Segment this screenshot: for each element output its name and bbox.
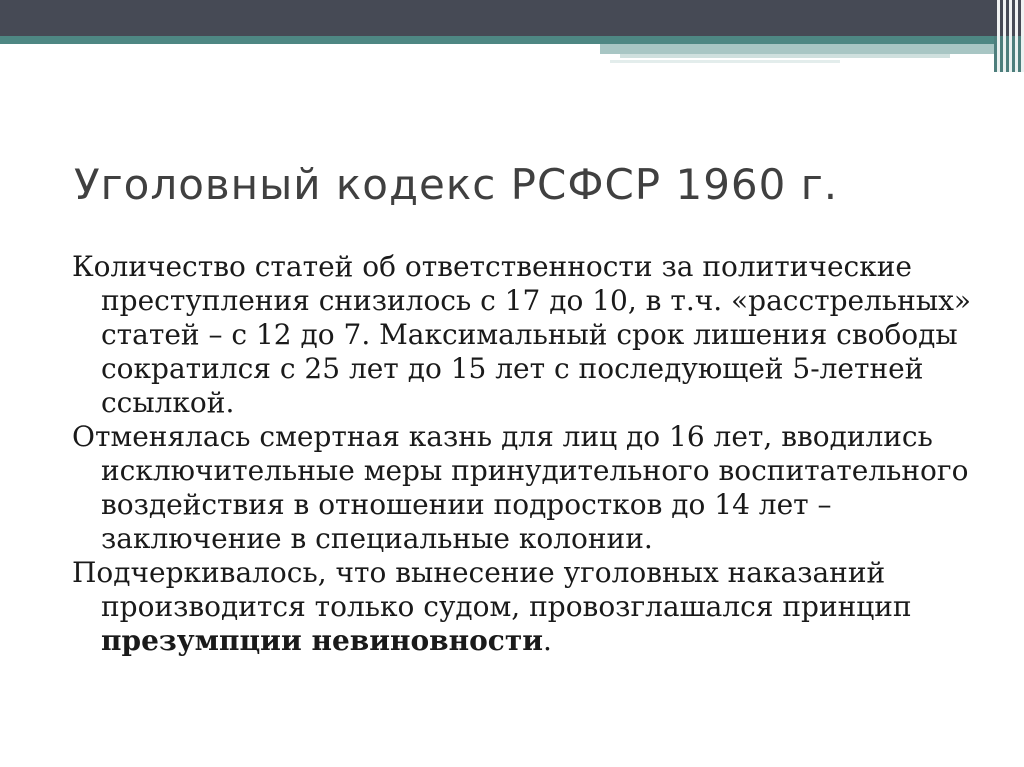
header-dark-bar bbox=[0, 0, 1024, 36]
bold-term: презумпции невиновности bbox=[101, 624, 543, 657]
header-teal-bar bbox=[0, 36, 1024, 44]
paragraph-article-count: Количество статей об ответственности за политические преступления снизилось с 17 до 10, в т.ч. «расстрельных» статей – с 12 до 7. Максимальный срок лишения свободы сократился с 25 лет до 15 лет с последующей 5-летней ссылкой. bbox=[72, 250, 972, 419]
paragraph-text-after: . bbox=[542, 624, 552, 657]
header-stripes-decoration-lower bbox=[994, 36, 1024, 72]
slide-body bbox=[72, 250, 977, 658]
slide-title: Уголовный кодекс РСФСР 1960 г. bbox=[74, 160, 839, 209]
header-accent-bar bbox=[600, 44, 1024, 54]
paragraph-text-before: Подчеркивалось, что вынесение уголовных наказаний производится только судом, провозглашался принцип bbox=[72, 556, 912, 623]
header-accent-line-faint bbox=[610, 60, 840, 63]
header-accent-line bbox=[620, 54, 950, 58]
paragraph-presumption-innocence bbox=[72, 556, 977, 658]
paragraph-juvenile-measures: Отменялась смертная казнь для лиц до 16 лет, вводились исключительные меры принудительного воспитательного воздействия в отношении подростков до 14 лет – заключение в специальные колонии. bbox=[72, 420, 969, 555]
